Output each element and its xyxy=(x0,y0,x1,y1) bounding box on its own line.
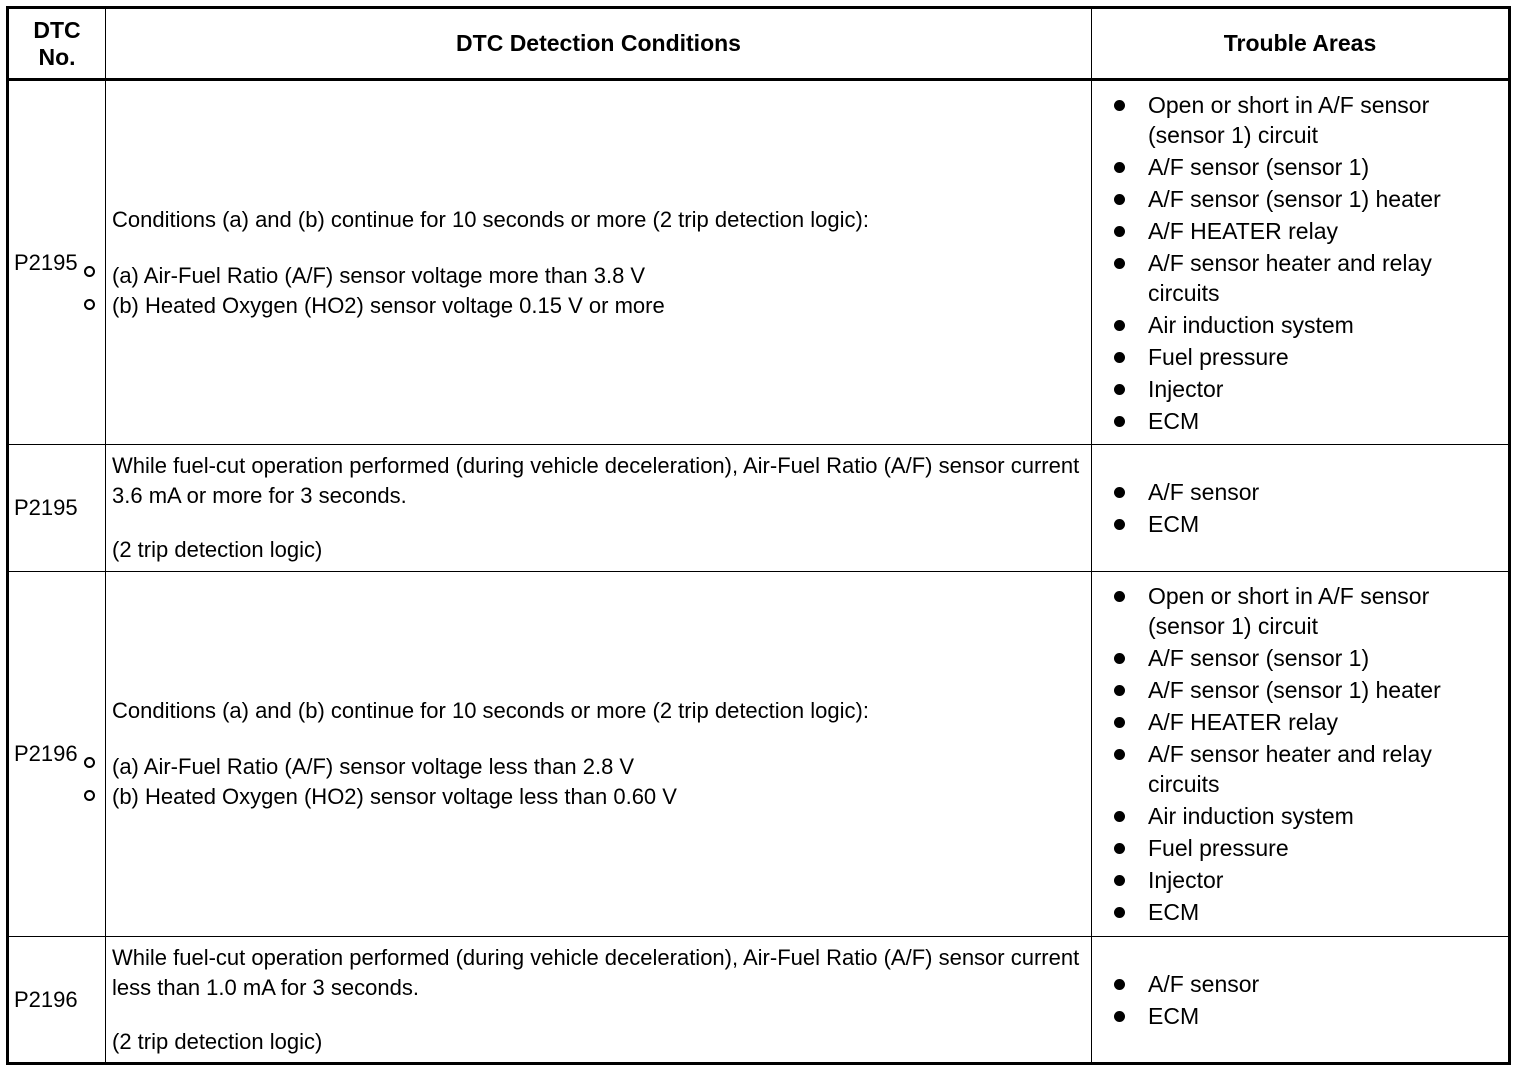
bullet-icon xyxy=(1114,100,1125,111)
bullet-icon xyxy=(1114,352,1125,363)
detection-conditions-cell xyxy=(106,937,1092,1064)
trouble-areas-list xyxy=(1114,969,1498,1031)
list-item: ECM xyxy=(1114,509,1498,539)
table-row xyxy=(8,80,1510,445)
bullet-icon xyxy=(1114,811,1125,822)
detection-conditions-cell xyxy=(106,80,1092,445)
list-item: A/F HEATER relay xyxy=(1114,216,1498,246)
dtc-code-cell xyxy=(8,572,106,937)
bullet-icon xyxy=(1114,653,1125,664)
table-row xyxy=(8,445,1510,572)
list-item: Fuel pressure xyxy=(1114,833,1498,863)
list-item: Injector xyxy=(1114,865,1498,895)
trouble-areas-list xyxy=(1114,90,1498,436)
list-item: Air induction system xyxy=(1114,310,1498,340)
header-trouble-areas: Trouble Areas xyxy=(1092,8,1510,80)
dtc-table xyxy=(6,6,1511,1065)
dtc-code-cell xyxy=(8,937,106,1064)
ring-marker-icon xyxy=(84,790,95,801)
condition-b: (b) Heated Oxygen (HO2) sensor voltage less than 0.60 V xyxy=(112,784,677,809)
table-row xyxy=(8,937,1510,1064)
trouble-areas-cell xyxy=(1092,937,1510,1064)
list-item: ECM xyxy=(1114,897,1498,927)
condition-text: While fuel-cut operation performed (during vehicle deceleration), Air-Fuel Ratio (A/F) sensor current less than 1.0 mA for 3 seconds. xyxy=(112,944,1080,1000)
bullet-icon xyxy=(1114,487,1125,498)
list-item: A/F sensor (sensor 1) heater xyxy=(1114,675,1498,705)
header-dtc-no: DTC No. xyxy=(8,8,106,80)
condition-a: (a) Air-Fuel Ratio (A/F) sensor voltage more than 3.8 V xyxy=(112,262,646,288)
bullet-icon xyxy=(1114,258,1125,269)
ring-marker-icon xyxy=(84,757,95,768)
list-item: Open or short in A/F sensor (sensor 1) circuit xyxy=(1114,581,1498,641)
bullet-icon xyxy=(1114,519,1125,530)
trouble-areas-cell xyxy=(1092,572,1510,937)
bullet-icon xyxy=(1114,591,1125,602)
trouble-areas-list xyxy=(1114,477,1498,539)
bullet-icon xyxy=(1114,320,1125,331)
condition-a: (a) Air-Fuel Ratio (A/F) sensor voltage less than 2.8 V xyxy=(112,754,635,779)
dtc-code: P2196 xyxy=(14,986,78,1012)
list-item: Open or short in A/F sensor (sensor 1) circuit xyxy=(1114,90,1498,150)
list-item: Injector xyxy=(1114,374,1498,404)
dtc-code: P2195 xyxy=(14,249,78,275)
bullet-icon xyxy=(1114,162,1125,173)
trouble-areas-cell xyxy=(1092,80,1510,445)
bullet-icon xyxy=(1114,843,1125,854)
bullet-icon xyxy=(1114,907,1125,918)
trip-logic-note: (2 trip detection logic) xyxy=(112,537,323,562)
list-item: A/F sensor heater and relay circuits xyxy=(1114,739,1498,799)
list-item: Fuel pressure xyxy=(1114,342,1498,372)
detection-conditions-cell xyxy=(106,445,1092,572)
list-item: ECM xyxy=(1114,1001,1498,1031)
bullet-icon xyxy=(1114,685,1125,696)
header-row xyxy=(8,8,1510,80)
dtc-code-cell xyxy=(8,80,106,445)
condition-text: While fuel-cut operation performed (during vehicle deceleration), Air-Fuel Ratio (A/F) sensor current 3.6 mA or more for 3 seconds. xyxy=(112,453,1080,508)
list-item: Air induction system xyxy=(1114,801,1498,831)
header-conditions: DTC Detection Conditions xyxy=(106,8,1092,80)
list-item: A/F sensor (sensor 1) xyxy=(1114,152,1498,182)
conditions-intro: Conditions (a) and (b) continue for 10 seconds or more (2 trip detection logic): xyxy=(112,698,869,723)
list-item: A/F sensor xyxy=(1114,969,1498,999)
bullet-icon xyxy=(1114,384,1125,395)
detection-conditions-cell xyxy=(106,572,1092,937)
list-item: A/F sensor (sensor 1) heater xyxy=(1114,184,1498,214)
table-row xyxy=(8,572,1510,937)
ring-marker-icon xyxy=(84,299,95,310)
dtc-code-cell xyxy=(8,445,106,572)
dtc-code: P2196 xyxy=(14,741,78,766)
bullet-icon xyxy=(1114,416,1125,427)
bullet-icon xyxy=(1114,749,1125,760)
bullet-icon xyxy=(1114,226,1125,237)
list-item: A/F sensor (sensor 1) xyxy=(1114,643,1498,673)
list-item: A/F HEATER relay xyxy=(1114,707,1498,737)
condition-b: (b) Heated Oxygen (HO2) sensor voltage 0.15 V or more xyxy=(112,292,665,318)
bullet-icon xyxy=(1114,979,1125,990)
bullet-icon xyxy=(1114,1011,1125,1022)
bullet-icon xyxy=(1114,717,1125,728)
dtc-code: P2195 xyxy=(14,495,78,520)
conditions-intro: Conditions (a) and (b) continue for 10 seconds or more (2 trip detection logic): xyxy=(112,206,869,232)
ring-marker-icon xyxy=(84,266,95,277)
list-item: A/F sensor xyxy=(1114,477,1498,507)
list-item: ECM xyxy=(1114,406,1498,436)
bullet-icon xyxy=(1114,875,1125,886)
trip-logic-note: (2 trip detection logic) xyxy=(112,1028,323,1054)
list-item: A/F sensor heater and relay circuits xyxy=(1114,248,1498,308)
bullet-icon xyxy=(1114,194,1125,205)
trouble-areas-cell xyxy=(1092,445,1510,572)
trouble-areas-list xyxy=(1114,581,1498,927)
